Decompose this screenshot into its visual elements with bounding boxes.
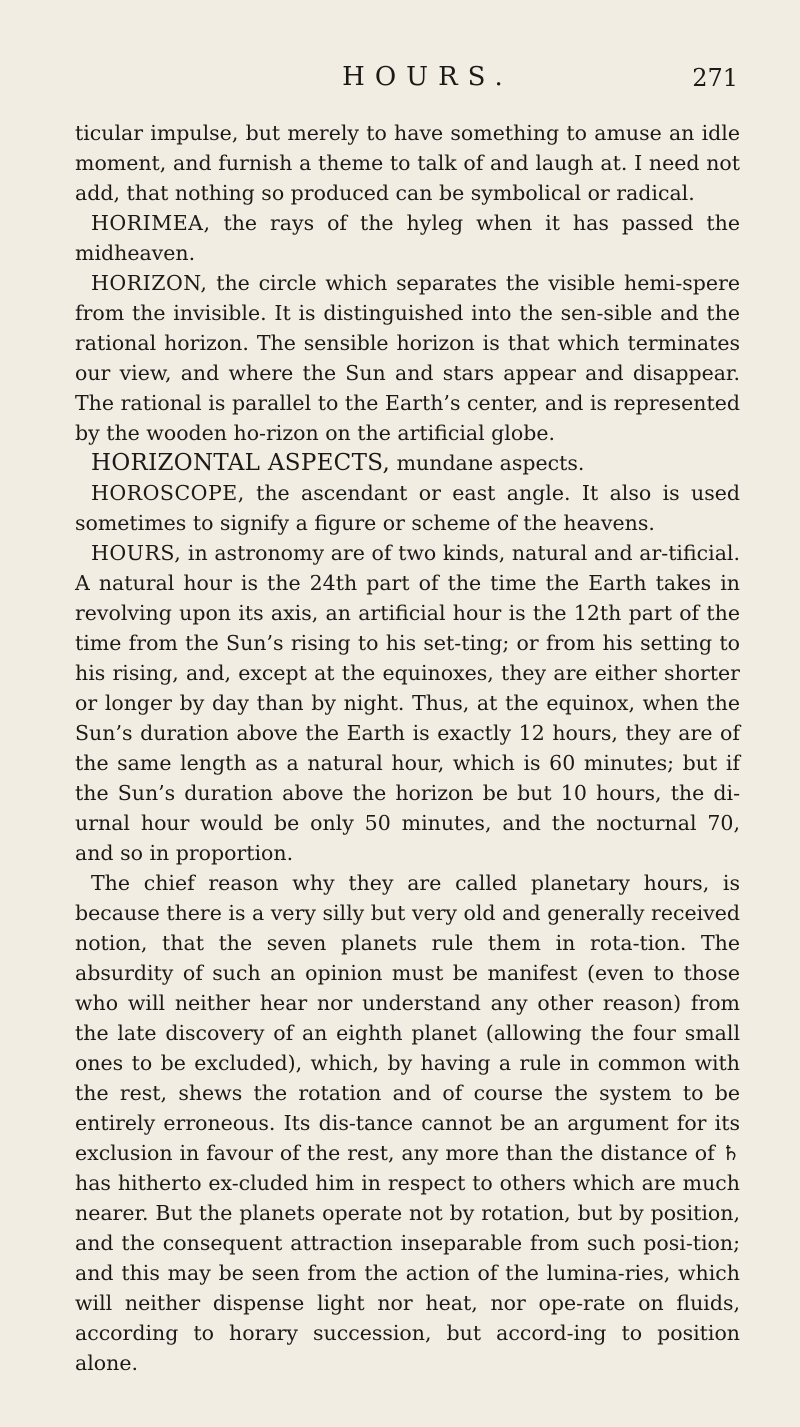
entry-text: the rays of the hyleg when it has passed the midheaven. [75,211,740,265]
body-text [75,118,740,1378]
running-head-title: HOURS. [342,62,513,92]
entry-term: HOROSCOPE, [91,481,245,505]
paragraph-planetary-hours [75,868,740,1378]
entry-term: HOURS, [91,541,182,565]
page-number: 271 [692,64,738,92]
entry-hours [75,538,740,868]
paragraph-continuation [75,118,740,208]
entry-term: HORIZONTAL ASPECTS, [91,450,391,476]
entry-text: in astronomy are of two kinds, natural and ar-tificial. A natural hour is the 24th part of the time the Earth takes in revolving upon its axis, an artificial hour is the 12th part of the time from the Sun’s rising to his set-ting; or from his setting to his rising, and, except at the equinoxes, they are either shorter or longer by day than by night. Thus, at the equinox, when the Sun’s duration above the Earth is exactly 12 hours, they are of the same length as a natural hour, which is 60 minutes; but if the Sun’s duration above the horizon be but 10 hours, the di-urnal hour would be only 50 minutes, and the nocturnal 70, and so in proportion. [75,541,740,865]
entry-text: the circle which separates the visible hemi-spere from the invisible. It is distinguished into the sen-sible and the rational horizon. The sensible horizon is that which terminates our view, and where the Sun and stars appear and disappear. The rational is parallel to the Earth’s center, and is represented by the wooden ho-rizon on the artificial globe. [75,271,740,445]
paragraph-text: The chief reason why they are called planetary hours, is because there is a very silly but very old and generally received notion, that the seven planets rule them in rota-tion. The absurdity of such an opinion must be manifest (even to those who will neither hear nor understand any other reason) from the late discovery of an eighth planet (allowing the four small ones to be excluded), which, by having a rule in common with the rest, shews the rotation and of course the system to be entirely erroneous. Its dis-tance cannot be an argument for its exclusion in favour of the rest, any more than the distance of ♄ has hitherto ex-cluded him in respect to others which are much nearer. But the planets operate not by rotation, but by position, and the consequent attraction inseparable from such posi-tion; and this may be seen from the action of the lumina-ries, which will neither dispense light nor heat, nor ope-rate on fluids, according to horary succession, but accord-ing to position alone. [75,871,740,1375]
entry-horimea [75,208,740,268]
paragraph-text: ticular impulse, but merely to have something to amuse an idle moment, and furnish a theme to talk of and laugh at. I need not add, that nothing so produced can be symbolical or radical. [75,121,740,205]
entry-horoscope [75,478,740,538]
running-head [75,60,740,108]
entry-text: mundane aspects. [390,451,585,475]
entry-term: HORIMEA, [91,211,211,235]
entry-horizon [75,268,740,448]
entry-text: the ascendant or east angle. It also is used sometimes to signify a figure or scheme of the heavens. [75,481,740,535]
entry-horizontal-aspects [75,448,740,478]
entry-term: HORIZON, [91,271,208,295]
